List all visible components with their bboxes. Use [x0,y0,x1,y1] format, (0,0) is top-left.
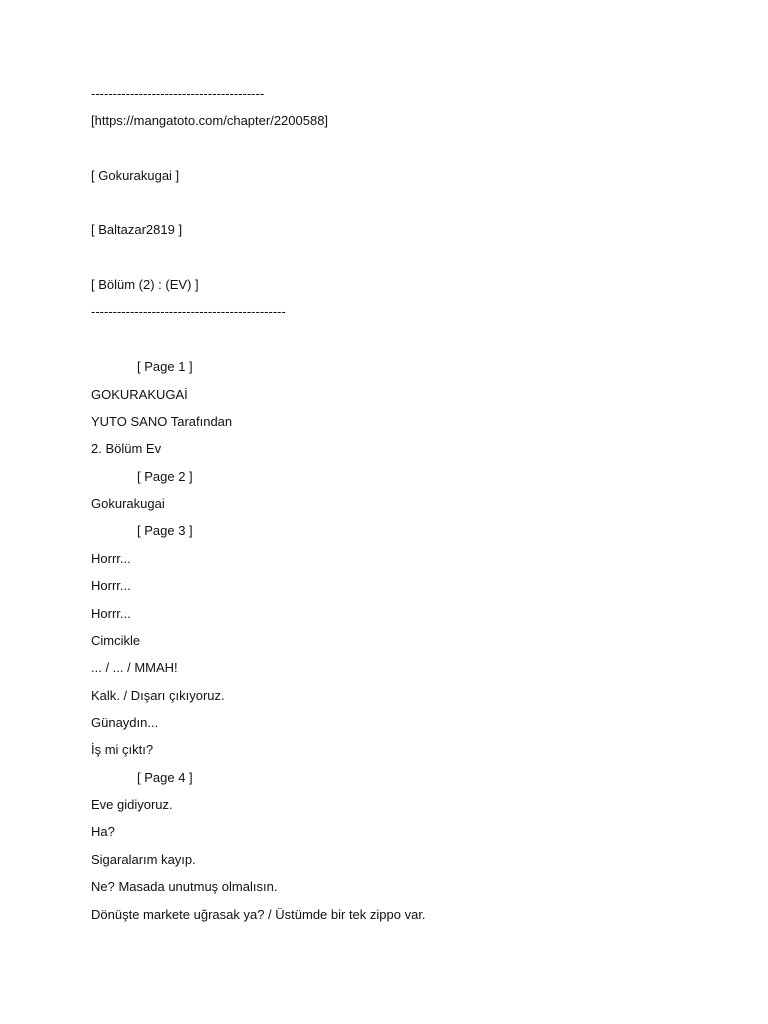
chapter-heading: [ Bölüm (2) : (EV) ] [91,277,199,292]
page-marker: [ Page 3 ] [137,523,193,538]
series-title: [ Gokurakugai ] [91,168,180,183]
page-marker: [ Page 1 ] [137,359,193,374]
source-url: [https://mangatoto.com/chapter/2200588] [91,113,329,128]
text-line: Sigaralarım kayıp. [91,852,196,867]
text-line: Gokurakugai [91,496,165,511]
text-line: Ne? Masada unutmuş olmalısın. [91,879,278,894]
separator-line: --------------------------------------------- [91,304,286,319]
text-line: Horrr... [91,578,131,593]
text-line: ... / ... / MMAH! [91,660,178,675]
text-line: Dönüşte markete uğrasak ya? / Üstümde bir tek zippo var. [91,907,426,922]
text-line: Ha? [91,824,115,839]
page-marker: [ Page 4 ] [137,770,193,785]
text-line: Kalk. / Dışarı çıkıyoruz. [91,688,225,703]
text-line: Eve gidiyoruz. [91,797,173,812]
text-line: Horrr... [91,551,131,566]
text-line: 2. Bölüm Ev [91,441,162,456]
text-line: İş mi çıktı? [91,742,154,757]
page-marker: [ Page 2 ] [137,469,193,484]
translator-name: [ Baltazar2819 ] [91,222,183,237]
text-line: Günaydın... [91,715,159,730]
text-line: GOKURAKUGAİ [91,387,188,402]
text-line: Cimcikle [91,633,141,648]
text-line: YUTO SANO Tarafından [91,414,233,429]
text-line: Horrr... [91,606,131,621]
separator-line: ---------------------------------------- [91,86,265,101]
